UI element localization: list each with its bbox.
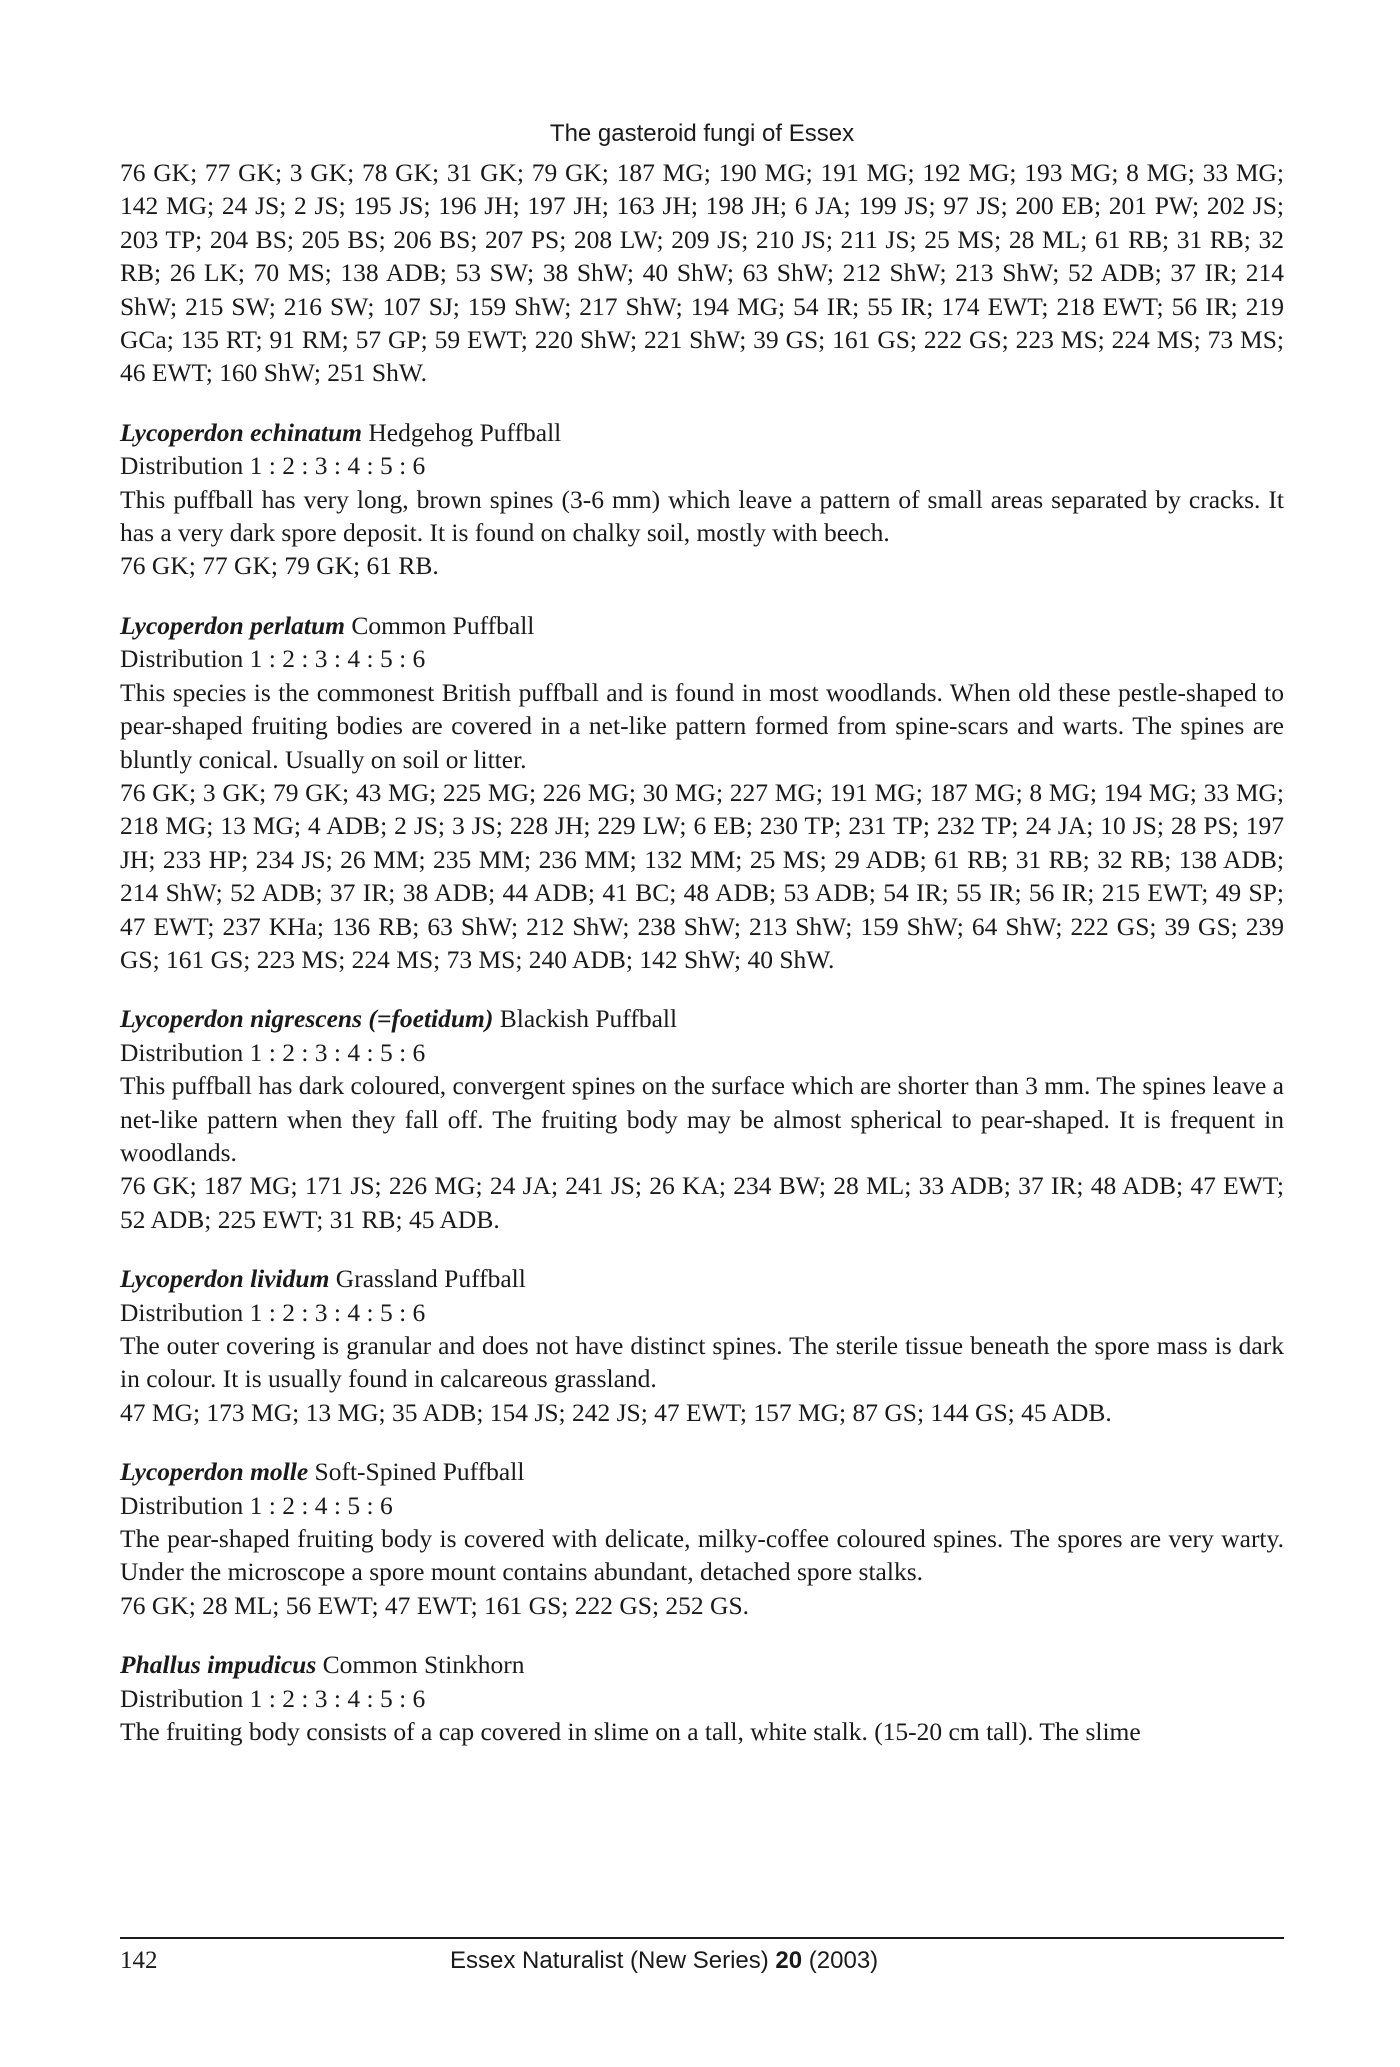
species-description: This puffball has dark coloured, convergent spines on the surface which are shorter than 3 mm. The spines leave a net-like pattern when they fall off. The fruiting body may be almost spherical to pear-shaped. It is frequent in woodlands.: [120, 1071, 1284, 1167]
species-distribution: Distribution 1 : 2 : 3 : 4 : 5 : 6: [120, 451, 426, 481]
species-description: The fruiting body consists of a cap covered in slime on a tall, white stalk. (15-20 cm tall). The slime: [120, 1717, 1141, 1747]
species-latin-name: Phallus impudicus: [120, 1650, 317, 1680]
species-entry-echinatum: [120, 416, 1284, 583]
species-description: This species is the commonest British puffball and is found in most woodlands. When old these pestle-shaped to pear-shaped fruiting bodies are covered in a net-like pattern formed from spine-scars and warts. The spines are bluntly conical. Usually on soil or litter.: [120, 677, 1284, 774]
running-head: The gasteroid fungi of Essex: [549, 120, 855, 147]
species-distribution: Distribution 1 : 2 : 3 : 4 : 5 : 6: [120, 1297, 426, 1327]
journal-name: Essex Naturalist (New Series): [450, 1947, 776, 1974]
species-entry-phallus: [120, 1648, 1284, 1748]
page-content: [120, 118, 1284, 1748]
species-common-name: Common Puffball: [345, 610, 535, 640]
species-records: 76 GK; 77 GK; 79 GK; 61 RB.: [120, 551, 439, 581]
species-latin-name: Lycoperdon echinatum: [120, 417, 363, 447]
species-entry-nigrescens: [120, 1002, 1284, 1236]
species-distribution: Distribution 1 : 2 : 4 : 5 : 6: [120, 1490, 393, 1520]
page-number: 142: [120, 1947, 158, 1974]
species-latin-name: Lycoperdon molle: [120, 1457, 309, 1487]
species-entry-lividum: [120, 1262, 1284, 1429]
species-description: The outer covering is granular and does not have distinct spines. The sterile tissue beneath the spore mass is dark in colour. It is usually found in calcareous grassland.: [120, 1331, 1284, 1394]
journal-volume: 20: [775, 1947, 803, 1974]
species-distribution: Distribution 1 : 2 : 3 : 4 : 5 : 6: [120, 1683, 426, 1713]
species-common-name: Hedgehog Puffball: [362, 417, 562, 447]
species-entry-molle: [120, 1455, 1284, 1622]
species-records: 76 GK; 28 ML; 56 EWT; 47 EWT; 161 GS; 222 GS; 252 GS.: [120, 1590, 750, 1620]
species-description: The pear-shaped fruiting body is covered with delicate, milky-coffee coloured spines. The spores are very warty. Under the microscope a spore mount contains abundant, detached spore stalks.: [120, 1524, 1284, 1587]
journal-year: (2003): [802, 1947, 879, 1974]
species-common-name: Blackish Puffball: [493, 1004, 678, 1034]
species-distribution: Distribution 1 : 2 : 3 : 4 : 5 : 6: [120, 644, 426, 674]
intro-records: 76 GK; 77 GK; 3 GK; 78 GK; 31 GK; 79 GK; 187 MG; 190 MG; 191 MG; 192 MG; 193 MG; 8 MG; 33 MG; 142 MG; 24 JS; 2 JS; 195 JS; 196 JH; 197 JH; 163 JH; 198 JH; 6 JA; 199 JS; 97 JS; 200 EB; 201 PW; 202 JS; 203 TP; 204 BS; 205 BS; 206 BS; 207 PS; 208 LW; 209 JS; 210 JS; 211 JS; 25 MS; 28 ML; 61 RB; 31 RB; 32 RB; 26 LK; 70 MS; 138 ADB; 53 SW; 38 ShW; 40 ShW; 63 ShW; 212 ShW; 213 ShW; 52 ADB; 37 IR; 214 ShW; 215 SW; 216 SW; 107 SJ; 159 ShW; 217 ShW; 194 MG; 54 IR; 55 IR; 174 EWT; 218 EWT; 56 IR; 219 GCa; 135 RT; 91 RM; 57 GP; 59 EWT; 220 ShW; 221 ShW; 39 GS; 161 GS; 222 GS; 223 MS; 224 MS; 73 MS; 46 EWT; 160 ShW; 251 ShW.: [120, 158, 1284, 388]
species-latin-name: Lycoperdon perlatum: [120, 610, 345, 640]
species-latin-name: Lycoperdon nigrescens (=foetidum): [120, 1004, 494, 1034]
species-description: This puffball has very long, brown spines (3-6 mm) which leave a pattern of small areas separated by cracks. It has a very dark spore deposit. It is found on chalky soil, mostly with beech.: [120, 484, 1284, 548]
species-latin-name: Lycoperdon lividum: [120, 1264, 330, 1294]
species-records: 47 MG; 173 MG; 13 MG; 35 ADB; 154 JS; 242 JS; 47 EWT; 157 MG; 87 GS; 144 GS; 45 ADB.: [120, 1397, 1112, 1427]
species-entry-perlatum: [120, 609, 1284, 976]
page-footer: [120, 1937, 1284, 1977]
species-records: 76 GK; 3 GK; 79 GK; 43 MG; 225 MG; 226 MG; 30 MG; 227 MG; 191 MG; 187 MG; 8 MG; 194 MG; 33 MG; 218 MG; 13 MG; 4 ADB; 2 JS; 3 JS; 228 JH; 229 LW; 6 EB; 230 TP; 231 TP; 232 TP; 24 JA; 10 JS; 28 PS; 197 JH; 233 HP; 234 JS; 26 MM; 235 MM; 236 MM; 132 MM; 25 MS; 29 ADB; 61 RB; 31 RB; 32 RB; 138 ADB; 214 ShW; 52 ADB; 37 IR; 38 ADB; 44 ADB; 41 BC; 48 ADB; 53 ADB; 54 IR; 55 IR; 56 IR; 215 EWT; 49 SP; 47 EWT; 237 KHa; 136 RB; 63 ShW; 212 ShW; 238 ShW; 213 ShW; 159 ShW; 64 ShW; 222 GS; 39 GS; 239 GS; 161 GS; 223 MS; 224 MS; 73 MS; 240 ADB; 142 ShW; 40 ShW.: [120, 777, 1284, 974]
species-common-name: Common Stinkhorn: [316, 1650, 525, 1680]
species-common-name: Grassland Puffball: [329, 1264, 526, 1294]
journal-citation: [450, 1945, 878, 1977]
species-records: 76 GK; 187 MG; 171 JS; 226 MG; 24 JA; 241 JS; 26 KA; 234 BW; 28 ML; 33 ADB; 37 IR; 48 ADB; 47 EWT; 52 ADB; 225 EWT; 31 RB; 45 ADB.: [120, 1171, 1284, 1234]
species-common-name: Soft-Spined Puffball: [308, 1457, 525, 1487]
species-distribution: Distribution 1 : 2 : 3 : 4 : 5 : 6: [120, 1037, 426, 1067]
